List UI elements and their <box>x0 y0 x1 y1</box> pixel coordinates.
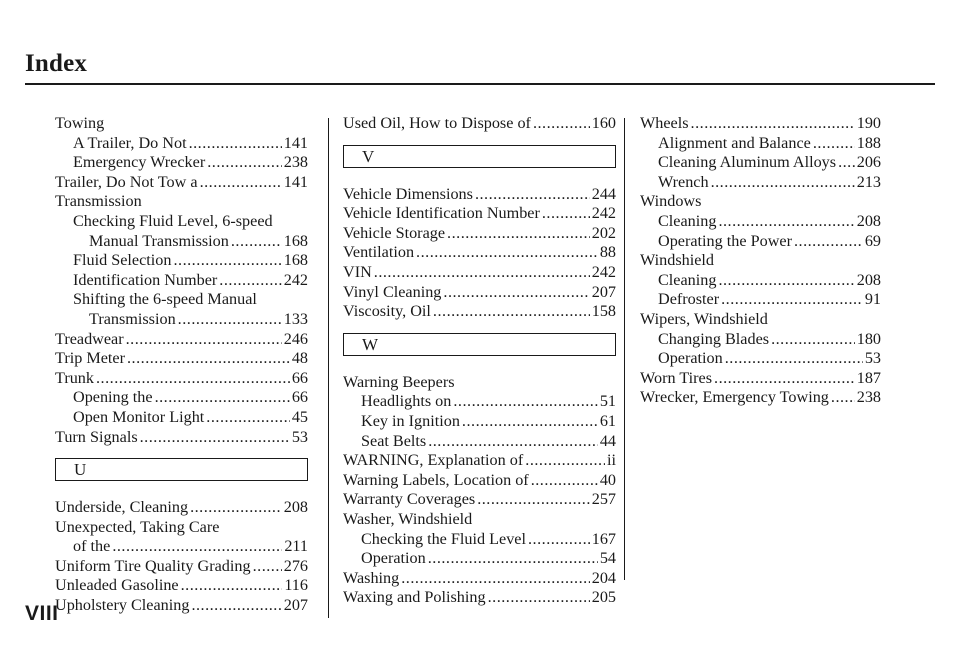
dot-leader <box>488 588 590 608</box>
index-entry-page: 88 <box>599 243 616 262</box>
dot-leader <box>173 251 281 271</box>
index-entry-page: 211 <box>284 537 308 556</box>
index-entry <box>55 537 308 557</box>
dot-leader <box>531 471 598 491</box>
index-entry-text: Opening the <box>73 388 153 407</box>
dot-leader <box>374 263 590 283</box>
index-entry <box>640 134 881 154</box>
index-entry <box>55 153 308 173</box>
index-entry-text: Key in Ignition <box>361 411 460 430</box>
index-entry-page: 204 <box>591 568 616 587</box>
index-entry-text: Operation <box>658 349 723 368</box>
column-divider <box>328 118 329 618</box>
dot-leader <box>140 428 290 448</box>
dot-leader <box>447 224 590 244</box>
header-rule <box>25 83 935 85</box>
index-entry-page: 208 <box>856 270 881 289</box>
index-entry <box>343 114 616 134</box>
index-entry-page: 208 <box>283 498 308 517</box>
index-entry-text: Emergency Wrecker <box>73 153 206 172</box>
index-entry-page: 213 <box>856 172 881 191</box>
index-heading: Wipers, Windshield <box>640 309 768 328</box>
index-entry-page: 53 <box>291 427 308 446</box>
index-entry <box>55 173 308 193</box>
index-entry <box>640 330 881 350</box>
column-divider <box>624 118 625 580</box>
index-entry-text: Upholstery Cleaning <box>55 596 190 615</box>
dot-leader <box>721 290 863 310</box>
index-entry-page: 257 <box>591 490 616 509</box>
section-letter-box <box>55 458 308 481</box>
index-heading: Warning Beepers <box>343 372 455 391</box>
index-entry-text: Trip Meter <box>55 349 125 368</box>
index-entry-page: 276 <box>283 556 308 575</box>
index-entry <box>640 388 881 408</box>
index-column-1 <box>55 114 308 616</box>
index-entry-page: ii <box>607 451 616 470</box>
dot-leader <box>542 204 590 224</box>
index-entry <box>55 576 308 596</box>
index-entry <box>55 271 308 291</box>
index-entry <box>55 232 308 252</box>
index-entry-text: Transmission <box>89 309 176 328</box>
index-entry-text: Uniform Tire Quality Grading <box>55 556 251 575</box>
index-entry <box>55 557 308 577</box>
index-entry-text: Cleaning Aluminum Alloys <box>658 153 837 172</box>
index-entry-text: Defroster <box>658 290 720 309</box>
dot-leader <box>96 369 290 389</box>
index-entry-text: VIN <box>343 262 372 281</box>
dot-leader <box>428 549 598 569</box>
index-entry-page: 168 <box>283 251 308 270</box>
index-entry <box>55 369 308 389</box>
index-entry-page: 207 <box>283 596 308 615</box>
dot-leader <box>838 153 855 173</box>
index-entry <box>640 153 881 173</box>
dot-leader <box>207 153 281 173</box>
dot-leader <box>831 388 855 408</box>
index-entry-page: 141 <box>283 133 308 152</box>
index-entry-text: Warning Labels, Location of <box>343 470 529 489</box>
index-entry <box>640 369 881 389</box>
index-entry <box>343 530 616 550</box>
index-entry-page: 48 <box>291 349 308 368</box>
dot-leader <box>127 349 290 369</box>
index-entry <box>640 114 881 134</box>
index-entry <box>343 204 616 224</box>
index-entry <box>343 392 616 412</box>
dot-leader <box>813 134 855 154</box>
index-entry <box>55 596 308 616</box>
index-entry-text: Operation <box>361 549 426 568</box>
index-entry <box>640 290 881 310</box>
index-entry-page: 168 <box>283 231 308 250</box>
index-entry-text: Vinyl Cleaning <box>343 282 442 301</box>
index-entry-page: 207 <box>591 282 616 301</box>
index-column-3 <box>640 114 881 408</box>
index-entry-text: of the <box>73 537 111 556</box>
dot-leader <box>155 388 290 408</box>
index-entry <box>343 471 616 491</box>
index-entry-text: Wrench <box>658 172 709 191</box>
index-entry-text: Wheels <box>640 114 689 132</box>
index-heading: Washer, Windshield <box>343 509 473 528</box>
index-entry-page: 45 <box>291 407 308 426</box>
index-entry-page: 242 <box>283 270 308 289</box>
index-entry-text: Operating the Power <box>658 231 792 250</box>
dot-leader <box>181 576 283 596</box>
index-entry <box>640 173 881 193</box>
index-entry-text: Headlights on <box>361 392 452 411</box>
index-entry-text: Warranty Coverages <box>343 490 476 509</box>
index-entry <box>640 349 881 369</box>
index-entry-page: 116 <box>284 576 308 595</box>
index-entry-page: 167 <box>591 529 616 548</box>
index-entry <box>343 224 616 244</box>
dot-leader <box>126 330 282 350</box>
index-entry <box>343 451 616 471</box>
section-letter: V <box>362 146 375 166</box>
dot-leader <box>416 243 598 263</box>
index-entry-page: 69 <box>864 231 881 250</box>
index-heading: Windows <box>640 192 702 211</box>
index-entry-text: Worn Tires <box>640 368 713 387</box>
index-entry-text: Changing Blades <box>658 329 770 348</box>
index-entry <box>55 388 308 408</box>
dot-leader <box>528 530 590 550</box>
index-entry <box>55 134 308 154</box>
index-entry-page: 53 <box>864 349 881 368</box>
index-entry-text: Washing <box>343 568 400 587</box>
index-entry-page: 208 <box>856 211 881 230</box>
index-entry-text: A Trailer, Do Not <box>73 133 187 152</box>
index-entry <box>343 243 616 263</box>
index-entry-text: Waxing and Polishing <box>343 588 486 607</box>
index-entry <box>343 263 616 283</box>
dot-leader <box>462 412 598 432</box>
dot-leader <box>189 134 282 154</box>
index-entry <box>343 283 616 303</box>
index-entry-text: Viscosity, Oil <box>343 302 431 321</box>
index-entry-page: 158 <box>591 302 616 321</box>
index-entry-page: 141 <box>283 172 308 191</box>
index-entry <box>55 498 308 518</box>
index-entry-text: Open Monitor Light <box>73 407 205 426</box>
dot-leader <box>112 537 282 557</box>
index-entry-text: Checking the Fluid Level <box>361 529 526 548</box>
index-heading: Unexpected, Taking Care <box>55 517 220 536</box>
index-heading: Towing <box>55 114 105 132</box>
index-entry-page: 66 <box>291 368 308 387</box>
index-entry-page: 238 <box>283 153 308 172</box>
dot-leader <box>206 408 290 428</box>
dot-leader <box>718 212 854 232</box>
index-entry-page: 202 <box>591 223 616 242</box>
index-entry <box>55 349 308 369</box>
index-entry <box>55 428 308 448</box>
dot-leader <box>714 369 855 389</box>
index-entry-page: 246 <box>283 329 308 348</box>
section-letter: W <box>362 334 379 354</box>
index-entry-text: Trailer, Do Not Tow a <box>55 172 198 191</box>
index-entry <box>640 271 881 291</box>
index-entry-page: 188 <box>856 133 881 152</box>
index-entry-text: Wrecker, Emergency Towing <box>640 388 829 407</box>
index-entry-page: 133 <box>283 309 308 328</box>
dot-leader <box>200 173 282 193</box>
dot-leader <box>475 185 590 205</box>
index-entry <box>343 549 616 569</box>
index-entry-page: 242 <box>591 204 616 223</box>
index-entry-page: 91 <box>864 290 881 309</box>
index-entry-text: Manual Transmission <box>89 231 229 250</box>
index-entry-text: Treadwear <box>55 329 124 348</box>
index-entry-page: 40 <box>599 470 616 489</box>
index-entry-text: Underside, Cleaning <box>55 498 189 517</box>
index-entry-text: Cleaning <box>658 211 717 230</box>
index-entry-text: WARNING, Explanation of <box>343 451 524 470</box>
index-entry <box>343 302 616 322</box>
index-heading: Transmission <box>55 192 142 211</box>
index-entry <box>343 412 616 432</box>
index-entry-text: Seat Belts <box>361 431 427 450</box>
index-entry <box>343 588 616 608</box>
dot-leader <box>771 330 855 350</box>
dot-leader <box>711 173 855 193</box>
index-entry-page: 51 <box>599 392 616 411</box>
index-entry-page: 187 <box>856 368 881 387</box>
index-entry <box>343 432 616 452</box>
dot-leader <box>253 557 282 577</box>
dot-leader <box>725 349 863 369</box>
index-entry <box>343 490 616 510</box>
section-letter-box <box>343 333 616 356</box>
index-entry <box>55 310 308 330</box>
index-entry-page: 244 <box>591 184 616 203</box>
index-entry <box>343 185 616 205</box>
dot-leader <box>190 498 282 518</box>
section-letter: U <box>74 460 87 480</box>
dot-leader <box>794 232 863 252</box>
dot-leader <box>219 271 281 291</box>
index-entry-page: 190 <box>856 114 881 132</box>
index-entry-text: Ventilation <box>343 243 415 262</box>
index-entry-page: 44 <box>599 431 616 450</box>
index-entry-page: 205 <box>591 588 616 607</box>
dot-leader <box>231 232 282 252</box>
index-entry <box>640 232 881 252</box>
index-entry-text: Fluid Selection <box>73 251 172 270</box>
section-letter-box <box>343 145 616 168</box>
index-entry-text: Vehicle Identification Number <box>343 204 540 223</box>
index-entry-page: 160 <box>591 114 616 132</box>
index-entry-text: Trunk <box>55 368 94 387</box>
index-entry-page: 206 <box>856 153 881 172</box>
index-entry-text: Vehicle Storage <box>343 223 446 242</box>
dot-leader <box>477 490 590 510</box>
index-entry-text: Unleaded Gasoline <box>55 576 179 595</box>
dot-leader <box>428 432 598 452</box>
dot-leader <box>525 451 605 471</box>
dot-leader <box>443 283 589 303</box>
dot-leader <box>191 596 281 616</box>
page-number: VIII <box>25 602 59 625</box>
index-entry-page: 180 <box>856 329 881 348</box>
index-entry-text: Turn Signals <box>55 427 138 446</box>
dot-leader <box>401 569 589 589</box>
dot-leader <box>691 114 855 134</box>
index-entry <box>640 212 881 232</box>
index-entry-page: 54 <box>599 549 616 568</box>
dot-leader <box>718 271 854 291</box>
index-heading: Windshield <box>640 251 714 270</box>
index-column-2 <box>343 114 616 608</box>
index-entry-page: 61 <box>599 411 616 430</box>
index-entry-text: Vehicle Dimensions <box>343 184 473 203</box>
index-heading: Shifting the 6-speed Manual <box>73 290 257 309</box>
dot-leader <box>533 114 590 134</box>
index-entry-page: 238 <box>856 388 881 407</box>
dot-leader <box>178 310 282 330</box>
index-entry-page: 66 <box>291 388 308 407</box>
index-entry-page: 242 <box>591 262 616 281</box>
index-entry <box>55 330 308 350</box>
index-entry <box>55 408 308 428</box>
index-heading: Checking Fluid Level, 6-speed <box>73 211 273 230</box>
index-entry-text: Alignment and Balance <box>658 133 811 152</box>
index-entry-text: Identification Number <box>73 270 218 289</box>
index-entry <box>55 251 308 271</box>
dot-leader <box>453 392 597 412</box>
index-entry <box>343 569 616 589</box>
page-title: Index <box>25 50 88 77</box>
dot-leader <box>433 302 590 322</box>
index-entry-text: Cleaning <box>658 270 717 289</box>
index-entry-text: Used Oil, How to Dispose of <box>343 114 531 132</box>
